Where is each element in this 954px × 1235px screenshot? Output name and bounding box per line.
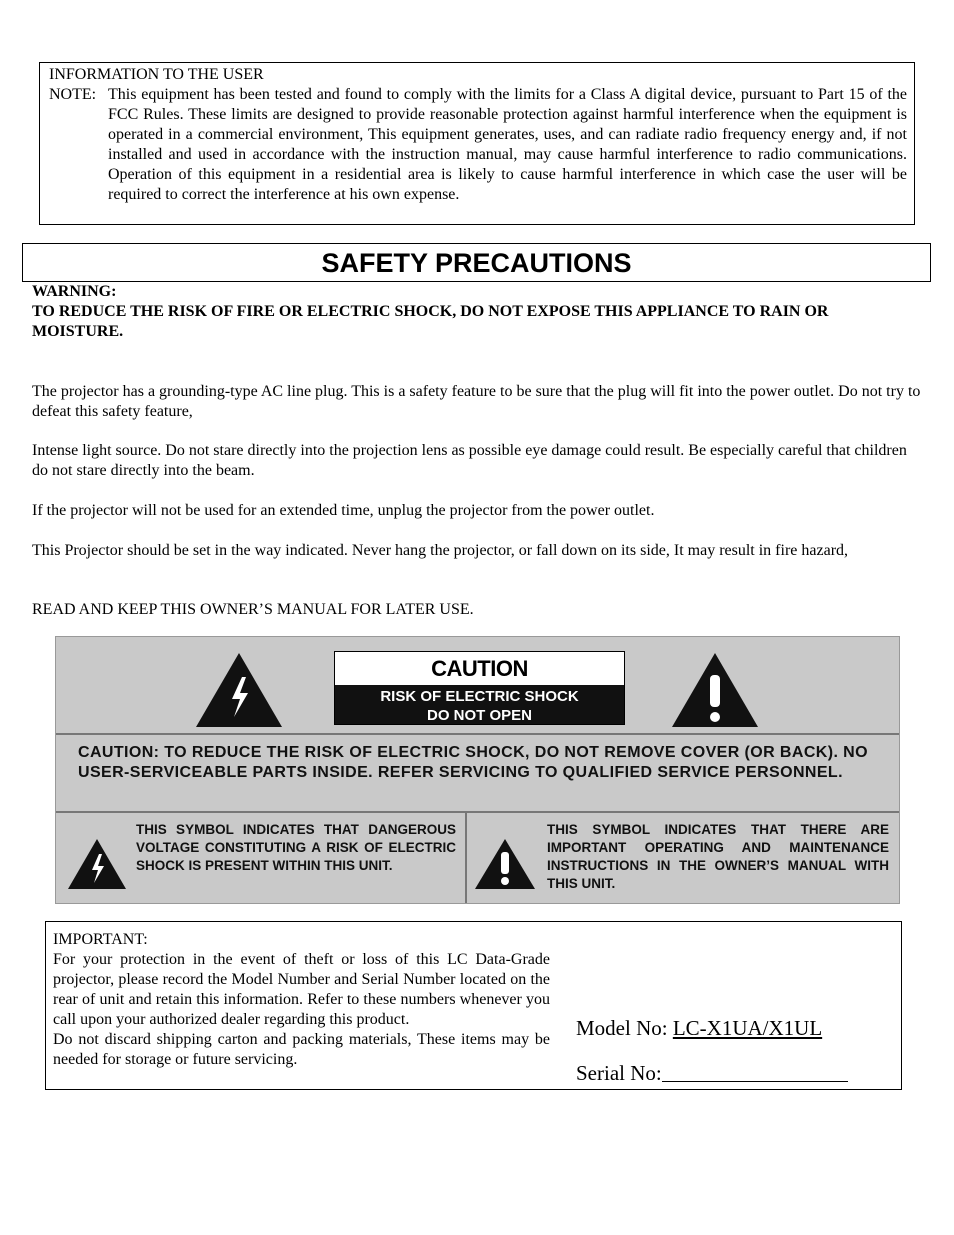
- serial-blank-field[interactable]: [662, 1061, 848, 1082]
- important-paragraph: Do not discard shipping carton and packing materials, These items may be needed for storage or future servicing.: [53, 1031, 550, 1068]
- lightning-symbol-text: THIS SYMBOL INDICATES THAT DANGEROUS VOLTAGE CONSTITUTING A RISK OF ELECTRIC SHOCK IS PRESENT WITHIN THIS UNIT.: [136, 822, 456, 873]
- lightning-warning-icon: [66, 837, 128, 891]
- fcc-note-text: This equipment has been tested and found to comply with the limits for a Class A digital device, pursuant to Part 15 of the FCC Rules. These limits are designed to provide reasonable protection against harmful interference when the equipment is operated in a commercial environment, This equipment generates, uses, and can radiate radio frequency energy and, if not installed and used in accordance with the instruction manual, may cause harmful interference to radio communications. Operation of this equipment in a residential area is likely to cause harmful interference in which case the user will be required to correct the interference at his own expense.: [108, 86, 907, 203]
- caution-label-top: [56, 637, 899, 735]
- keep-manual-paragraph: READ AND KEEP THIS OWNER’S MANUAL FOR LATER USE.: [32, 601, 474, 618]
- safety-title: SAFETY PRECAUTIONS: [321, 248, 632, 278]
- warning-label: WARNING:: [32, 283, 117, 300]
- grounding-paragraph: The projector has a grounding-type AC line plug. This is a safety feature to be sure that the plug will fit into the power outlet. Do not try to defeat this safety feature,: [32, 383, 921, 420]
- fcc-title: INFORMATION TO THE USER: [49, 66, 264, 83]
- important-title: IMPORTANT:: [53, 931, 148, 948]
- caution-heading: CAUTION: [335, 652, 624, 685]
- serial-number-line: [576, 1060, 848, 1086]
- fcc-note-label: NOTE:: [49, 86, 97, 103]
- fcc-notice-box: [39, 62, 915, 225]
- warning-text-end: MOISTURE.: [32, 323, 124, 340]
- exclamation-symbol-panel: [467, 813, 899, 903]
- lightning-warning-icon: [194, 651, 284, 729]
- lightning-symbol-panel: [56, 813, 467, 903]
- caution-sign-line: DO NOT OPEN: [426, 707, 532, 724]
- caution-sign-line: RISK OF ELECTRIC SHOCK: [380, 688, 579, 705]
- important-box: [45, 921, 902, 1090]
- caution-label-middle: [56, 735, 899, 813]
- important-paragraph: For your protection in the event of theft or loss of this LC Data-Grade projector, please record the Model Number and Serial Number located on the rear of unit and retain this information. Refer to these numbers whenever you call upon your authorized dealer regarding this product.: [53, 951, 550, 1028]
- placement-paragraph: This Projector should be set in the way indicated. Never hang the projector, or fall down on its side, It may result in fire hazard,: [32, 542, 849, 559]
- model-value: LC-X1UA/X1UL: [672, 1016, 823, 1040]
- exclamation-warning-icon: [670, 651, 760, 729]
- caution-label: [55, 636, 900, 904]
- light-source-paragraph: Intense light source. Do not stare directly into the projection lens as possible eye damage could result. Be especially careful that children do not stare directly into the beam.: [32, 442, 907, 479]
- serial-label: Serial No:: [576, 1061, 662, 1085]
- model-number-line: [576, 1015, 822, 1041]
- warning-text: TO REDUCE THE RISK OF FIRE OR ELECTRIC SHOCK, DO NOT EXPOSE THIS APPLIANCE TO RAIN OR: [32, 303, 829, 320]
- caution-sign-text: [335, 687, 624, 725]
- caution-sign: [334, 651, 625, 725]
- unplug-paragraph: If the projector will not be used for an extended time, unplug the projector from the power outlet.: [32, 502, 655, 519]
- model-label: Model No:: [576, 1016, 668, 1040]
- exclamation-symbol-text: THIS SYMBOL INDICATES THAT THERE ARE IMPORTANT OPERATING AND MAINTENANCE INSTRUCTIONS IN THE OWNER’S MANUAL WITH THIS UNIT.: [547, 822, 889, 891]
- warning-block: [32, 282, 912, 342]
- caution-main-text: CAUTION: TO REDUCE THE RISK OF ELECTRIC SHOCK, DO NOT REMOVE COVER (OR BACK). NO USER-SERVICEABLE PARTS INSIDE. REFER SERVICING TO QUALIFIED SERVICE PERSONNEL.: [78, 744, 868, 781]
- important-text: [53, 930, 550, 1070]
- exclamation-warning-icon: [473, 837, 537, 891]
- safety-heading-box: [22, 243, 931, 282]
